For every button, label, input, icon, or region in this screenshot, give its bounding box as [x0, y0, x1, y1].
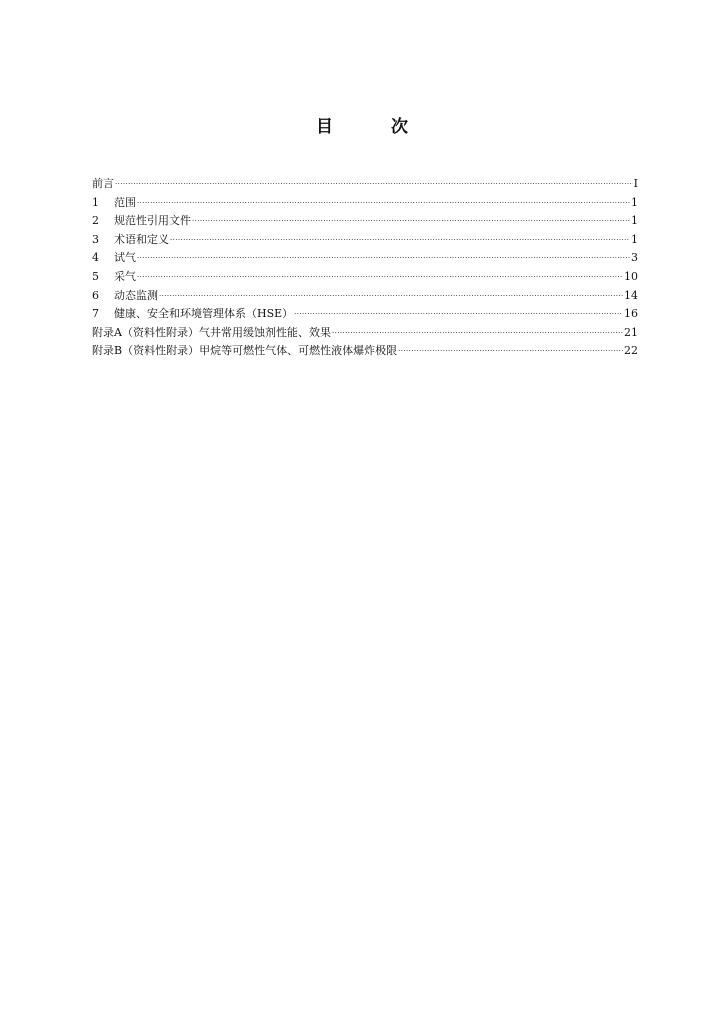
toc-entry-page: 1 [631, 214, 638, 228]
table-of-contents [92, 175, 638, 361]
toc-leader-dots [294, 305, 623, 324]
toc-entry-text: 采气 [114, 269, 136, 283]
page-title: 目 次 [316, 117, 434, 137]
toc-entry-number: 2 [92, 214, 99, 228]
toc-entry-page: 10 [624, 269, 638, 283]
toc-entry-page: 14 [624, 288, 638, 302]
toc-leader-dots [137, 194, 630, 213]
toc-entry-dynamic-monitoring [92, 287, 638, 306]
toc-entry-hse [92, 305, 638, 324]
toc-entry-gas-testing [92, 249, 638, 268]
toc-entry-number: 4 [92, 251, 99, 265]
toc-entry-page: 21 [624, 325, 638, 339]
toc-leader-dots [159, 287, 623, 306]
toc-entry-page: I [633, 177, 638, 190]
toc-leader-dots [192, 212, 630, 231]
toc-entry-number: 1 [92, 195, 99, 209]
toc-entry-scope [92, 194, 638, 213]
toc-entry-page: 16 [624, 307, 638, 321]
toc-entry-text: 试气 [114, 251, 136, 265]
toc-entry-appendix-a [92, 324, 638, 343]
toc-leader-dots [170, 231, 630, 250]
toc-entry-number: 3 [92, 232, 99, 246]
toc-entry-text: 附录A（资料性附录）气井常用缓蚀剂性能、效果 [92, 325, 331, 339]
toc-entry-appendix-b [92, 342, 638, 361]
toc-entry-text: 健康、安全和环境管理体系（HSE） [114, 307, 294, 321]
toc-leader-dots [137, 268, 623, 287]
toc-entry-text: 术语和定义 [114, 232, 169, 246]
toc-entry-text: 附录B（资料性附录）甲烷等可燃性气体、可燃性液体爆炸极限 [92, 344, 398, 358]
toc-entry-number: 5 [92, 269, 99, 283]
toc-leader-dots [398, 342, 623, 361]
toc-entry-text: 前言 [92, 177, 114, 190]
toc-entry-gas-production [92, 268, 638, 287]
toc-leader-dots [332, 324, 623, 343]
toc-leader-dots [115, 175, 633, 194]
toc-entry-page: 3 [631, 251, 638, 265]
toc-entry-normative-references [92, 212, 638, 231]
toc-entry-terms-definitions [92, 231, 638, 250]
toc-entry-page: 1 [631, 195, 638, 209]
toc-entry-number: 7 [92, 307, 99, 321]
toc-entry-foreword [92, 175, 638, 194]
toc-entry-page: 22 [624, 344, 638, 358]
toc-entry-text: 范围 [114, 195, 136, 209]
toc-entry-text: 动态监测 [114, 288, 158, 302]
toc-entry-number: 6 [92, 288, 99, 302]
toc-entry-text: 规范性引用文件 [114, 214, 191, 228]
toc-entry-page: 1 [631, 232, 638, 246]
toc-leader-dots [137, 249, 630, 268]
